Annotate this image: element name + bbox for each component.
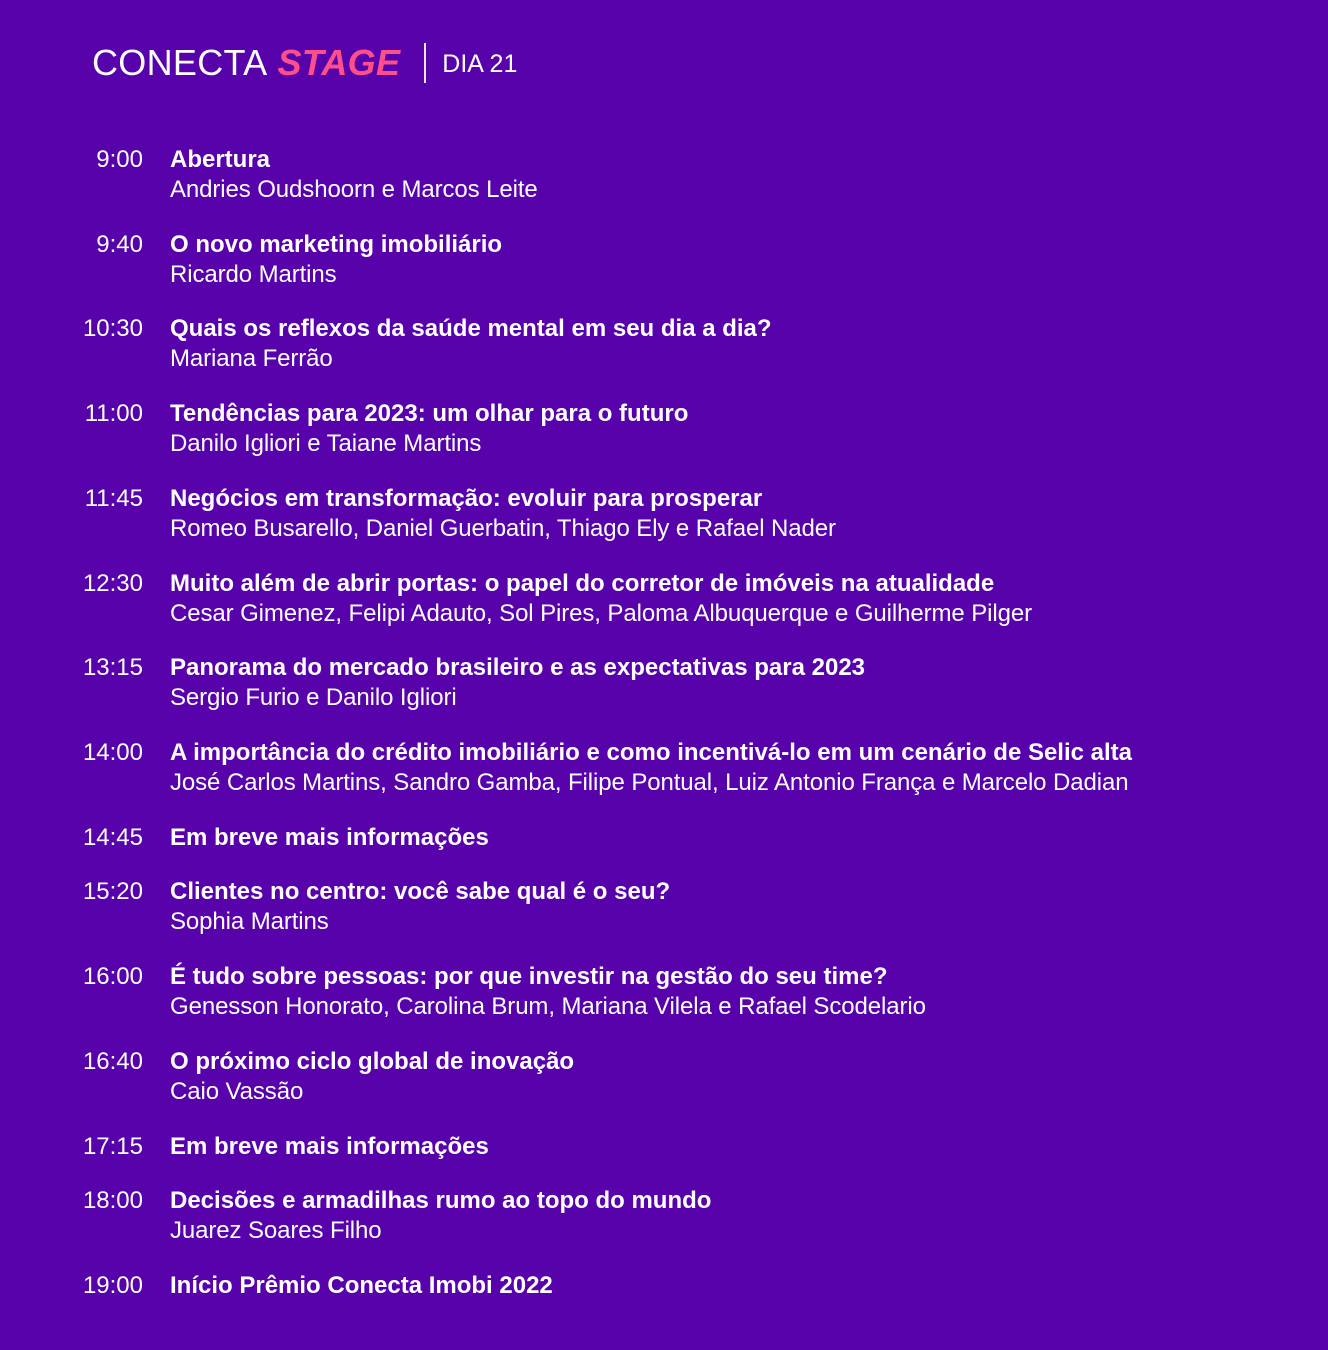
schedule-title: Abertura <box>170 146 271 173</box>
day-label: DIA 21 <box>442 49 518 78</box>
schedule-speakers: Mariana Ferrão <box>170 345 333 372</box>
schedule-title: Negócios em transformação: evoluir para prosperar <box>170 485 763 512</box>
header-divider <box>424 43 426 83</box>
schedule-speakers: Genesson Honorato, Carolina Brum, Mariana Vilela e Rafael Scodelario <box>170 993 926 1020</box>
schedule-item <box>0 653 1328 723</box>
brand-logo <box>92 42 401 83</box>
schedule-title: Panorama do mercado brasileiro e as expectativas para 2023 <box>170 654 866 681</box>
schedule-item <box>0 1271 1328 1341</box>
schedule-speakers: Andries Oudshoorn e Marcos Leite <box>170 176 538 203</box>
schedule-speakers: Sergio Furio e Danilo Igliori <box>170 684 457 711</box>
schedule-title: O próximo ciclo global de inovação <box>170 1048 575 1075</box>
schedule-title: É tudo sobre pessoas: por que investir na gestão do seu time? <box>170 963 888 990</box>
schedule-item <box>0 145 1328 215</box>
schedule-time: 16:40 <box>82 1048 143 1075</box>
schedule-time: 10:30 <box>82 315 143 342</box>
brand-accent: STAGE <box>277 42 401 83</box>
schedule-speakers: Ricardo Martins <box>170 261 337 288</box>
schedule-title: Quais os reflexos da saúde mental em seu dia a dia? <box>170 315 772 342</box>
schedule-title: Tendências para 2023: um olhar para o futuro <box>170 400 689 427</box>
schedule-item <box>0 399 1328 469</box>
schedule-item <box>0 877 1328 947</box>
schedule-time: 9:40 <box>96 231 143 258</box>
schedule-item <box>0 1047 1328 1117</box>
schedule-time: 15:20 <box>82 878 143 905</box>
schedule-title: Muito além de abrir portas: o papel do corretor de imóveis na atualidade <box>170 570 995 597</box>
schedule-time: 11:45 <box>84 485 143 512</box>
schedule-speakers: Cesar Gimenez, Felipi Adauto, Sol Pires, Paloma Albuquerque e Guilherme Pilger <box>170 600 1032 627</box>
schedule-item <box>0 484 1328 554</box>
schedule-speakers: Juarez Soares Filho <box>170 1217 382 1244</box>
schedule-speakers: José Carlos Martins, Sandro Gamba, Filipe Pontual, Luiz Antonio França e Marcelo Dadian <box>170 769 1129 796</box>
schedule-time: 9:00 <box>96 146 143 173</box>
schedule-speakers: Caio Vassão <box>170 1078 304 1105</box>
schedule-item <box>0 962 1328 1032</box>
schedule-speakers: Sophia Martins <box>170 908 329 935</box>
schedule-time: 14:45 <box>82 824 143 851</box>
schedule-item <box>0 314 1328 384</box>
brand-main: CONECTA <box>92 42 268 83</box>
schedule-title: Início Prêmio Conecta Imobi 2022 <box>170 1272 553 1299</box>
schedule-time: 14:00 <box>82 739 143 766</box>
schedule-title: Clientes no centro: você sabe qual é o seu? <box>170 878 671 905</box>
schedule-time: 16:00 <box>82 963 143 990</box>
schedule-time: 18:00 <box>82 1187 143 1214</box>
schedule-speakers: Danilo Igliori e Taiane Martins <box>170 430 482 457</box>
schedule-item <box>0 1186 1328 1256</box>
schedule-title: Em breve mais informações <box>170 824 489 851</box>
schedule-time: 19:00 <box>82 1272 143 1299</box>
schedule-title: Decisões e armadilhas rumo ao topo do mundo <box>170 1187 712 1214</box>
schedule-item <box>0 738 1328 808</box>
schedule-time: 13:15 <box>82 654 143 681</box>
schedule-title: A importância do crédito imobiliário e como incentivá-lo em um cenário de Selic alta <box>170 739 1133 766</box>
schedule-title: O novo marketing imobiliário <box>170 231 503 258</box>
schedule-title: Em breve mais informações <box>170 1133 489 1160</box>
schedule-item <box>0 230 1328 300</box>
schedule-speakers: Romeo Busarello, Daniel Guerbatin, Thiago Ely e Rafael Nader <box>170 515 836 542</box>
schedule-time: 12:30 <box>82 570 143 597</box>
schedule-item <box>0 569 1328 639</box>
header <box>92 40 517 86</box>
schedule-time: 17:15 <box>82 1133 143 1160</box>
schedule-time: 11:00 <box>84 400 143 427</box>
